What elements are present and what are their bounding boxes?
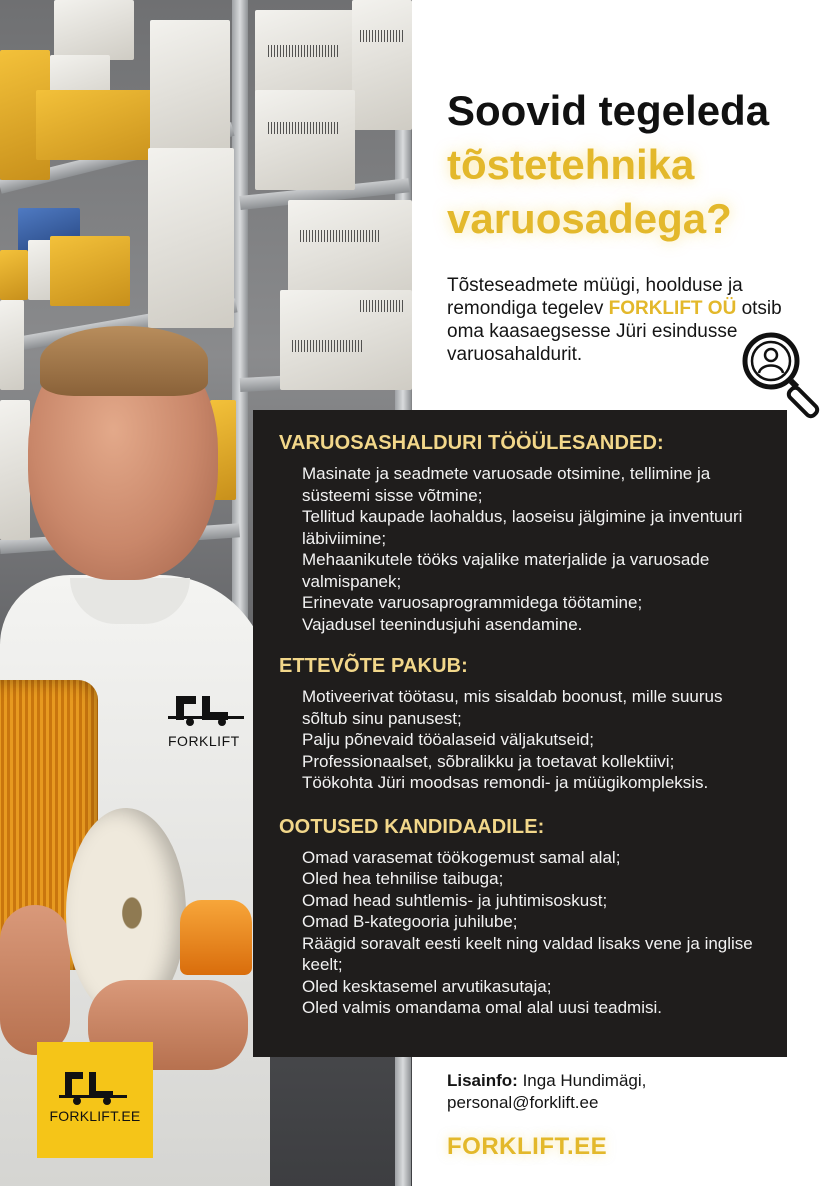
headline-line-3: varuosadega? — [447, 195, 732, 242]
barcode — [360, 30, 405, 42]
list-item: Omad B-kategooria juhilube; — [302, 912, 518, 931]
barcode — [268, 122, 338, 134]
list-item: Oled kesktasemel arvutikasutaja; — [302, 976, 552, 996]
job-details-panel — [253, 410, 787, 1057]
intro-text-start: Tõsteseadmete müügi, hoolduse ja remondiga tegelev — [447, 275, 743, 319]
offer-list — [279, 686, 767, 794]
intro-text-end: otsib oma kaasaegsesse Jüri esindusse varuosahaldurit. — [447, 298, 782, 365]
website-link[interactable]: FORKLIFT.EE — [447, 1133, 608, 1160]
duties-list — [279, 463, 767, 635]
barcode — [292, 340, 362, 352]
headline-line-2: tõstetehnika — [447, 141, 695, 188]
parts-box — [352, 0, 412, 130]
barcode — [268, 45, 338, 57]
intro-brand: FORKLIFT OÜ — [608, 298, 737, 319]
logo-badge-text: FORKLIFT.EE — [49, 1108, 141, 1124]
list-item: Omad head suhtlemis- ja juhtimisoskust; — [302, 890, 608, 910]
list-item: Vajadusel teenindusjuhi asendamine. — [302, 614, 583, 634]
parts-box — [0, 250, 28, 300]
list-item: Oled hea tehnilise taibuga; — [302, 869, 504, 888]
list-item: Professionaalset, sõbralikku ja toetavat kollektiivi; — [302, 751, 675, 771]
duties-title: VARUOSASHALDURI TÖÖÜLESANDED: — [279, 432, 664, 454]
list-item: Mehaanikutele tööks vajalike materjalide ja varuosade valmispanek; — [302, 550, 710, 591]
forklift-logo-badge — [37, 1042, 153, 1158]
list-item: Omad varasemat töökogemust samal alal; — [302, 847, 621, 867]
contact-label: Lisainfo: — [447, 1071, 518, 1090]
offer-title: ETTEVÕTE PAKUB: — [279, 655, 468, 677]
contact-info — [447, 1070, 777, 1114]
list-item: Räägid soravalt eesti keelt ning valdad lisaks vene ja inglise keelt; — [302, 933, 753, 974]
forklift-logo-icon — [59, 1066, 131, 1106]
parts-box — [150, 20, 230, 160]
parts-box — [0, 400, 30, 540]
contact-name: Inga Hundimägi, — [517, 1071, 647, 1090]
expectations-section — [279, 814, 767, 1019]
parts-box — [54, 0, 134, 60]
forklift-shirt-logo-icon — [168, 690, 260, 726]
list-item: Töökohta Jüri moodsas remondi- ja müügikompleksis. — [302, 773, 709, 792]
contact-line — [447, 1070, 777, 1092]
list-item: Palju põnevaid tööalaseid väljakutseid; — [302, 730, 595, 749]
shirt-logo-text: FORKLIFT — [168, 733, 240, 749]
list-item: Tellitud kaupade laohaldus, laoseisu jälgimine ja inventuuri läbiviimine; — [302, 507, 743, 548]
list-item: Oled valmis omandama omal alal uusi teadmisi. — [302, 998, 662, 1017]
warning-beacon — [180, 900, 252, 975]
list-item: Motiveerivat töötasu, mis sisaldab boonust, mille suurus sõltub sinu panusest; — [302, 687, 723, 728]
intro-paragraph — [447, 274, 787, 366]
expectations-title: OOTUSED KANDIDAADILE: — [279, 815, 545, 838]
parts-box — [148, 148, 234, 328]
headline — [447, 84, 827, 246]
hand — [0, 905, 70, 1055]
offer-section — [279, 653, 767, 794]
list-item: Masinate ja seadmete varuosade otsimine, tellimine ja süsteemi sisse võtmine; — [302, 464, 711, 505]
parts-box — [0, 300, 24, 390]
person-hair — [40, 326, 208, 396]
parts-box — [50, 236, 130, 306]
list-item: Erinevate varuosaprogrammidega töötamine; — [302, 593, 643, 612]
expectations-list — [279, 847, 767, 1019]
headline-line-1: Soovid tegeleda — [447, 87, 770, 134]
shirt-logo — [168, 690, 260, 750]
contact-email[interactable]: personal@forklift.ee — [447, 1093, 599, 1112]
duties-section — [279, 430, 767, 635]
barcode — [360, 300, 405, 312]
barcode — [300, 230, 380, 242]
parts-box — [255, 90, 355, 190]
